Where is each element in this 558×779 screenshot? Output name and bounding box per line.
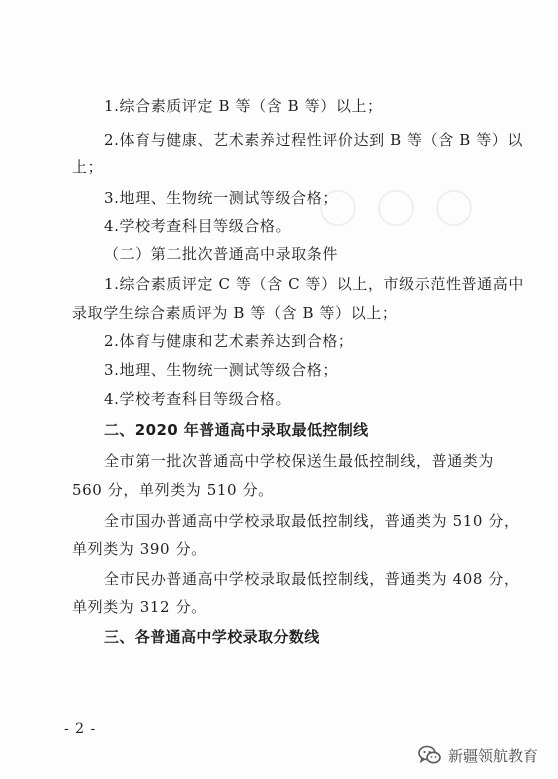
doc-line-2: 2.体育与健康、艺术素养过程性评价达到 B 等（含 B 等）以	[104, 131, 524, 149]
doc-line-10: 3.地理、生物统一测试等级合格；	[104, 361, 338, 379]
doc-line-3: 上；	[72, 158, 104, 176]
section-heading-second-batch: （二）第二批次普通高中录取条件	[104, 245, 339, 263]
watermark-label: 新疆领航教育	[448, 746, 539, 765]
doc-line-14: 560 分，单列类为 510 分。	[72, 481, 274, 499]
doc-line-15: 全市国办普通高中学校录取最低控制线，普通类为 510 分，	[104, 512, 520, 530]
doc-line-11: 4.学校考查科目等级合格。	[104, 390, 292, 408]
wechat-watermark	[418, 742, 538, 768]
section-heading-2020-control-line: 二、2020 年普通高中录取最低控制线	[104, 421, 369, 439]
section-heading-admission-scores: 三、各普通高中学校录取分数线	[104, 628, 320, 646]
doc-line-18: 单列类为 312 分。	[72, 598, 207, 616]
doc-line-5: 4.学校考查科目等级合格。	[104, 217, 292, 235]
faint-stamp-mark: 〇〇〇	[318, 187, 492, 233]
doc-line-4: 3.地理、生物统一测试等级合格；	[104, 189, 338, 207]
wechat-icon	[418, 744, 442, 766]
page-number: - 2 -	[64, 721, 97, 737]
doc-line-1: 1.综合素质评定 B 等（含 B 等）以上；	[104, 97, 383, 115]
doc-line-8: 录取学生综合素质评为 B 等（含 B 等）以上；	[72, 304, 398, 322]
doc-line-16: 单列类为 390 分。	[72, 540, 207, 558]
doc-line-13: 全市第一批次普通高中学校保送生最低控制线，普通类为	[104, 452, 495, 470]
doc-line-17: 全市民办普通高中学校录取最低控制线，普通类为 408 分，	[104, 570, 520, 588]
doc-line-7: 1.综合素质评定 C 等（含 C 等）以上，市级示范性普通高中	[104, 275, 524, 293]
doc-line-9: 2.体育与健康和艺术素养达到合格；	[104, 332, 354, 350]
